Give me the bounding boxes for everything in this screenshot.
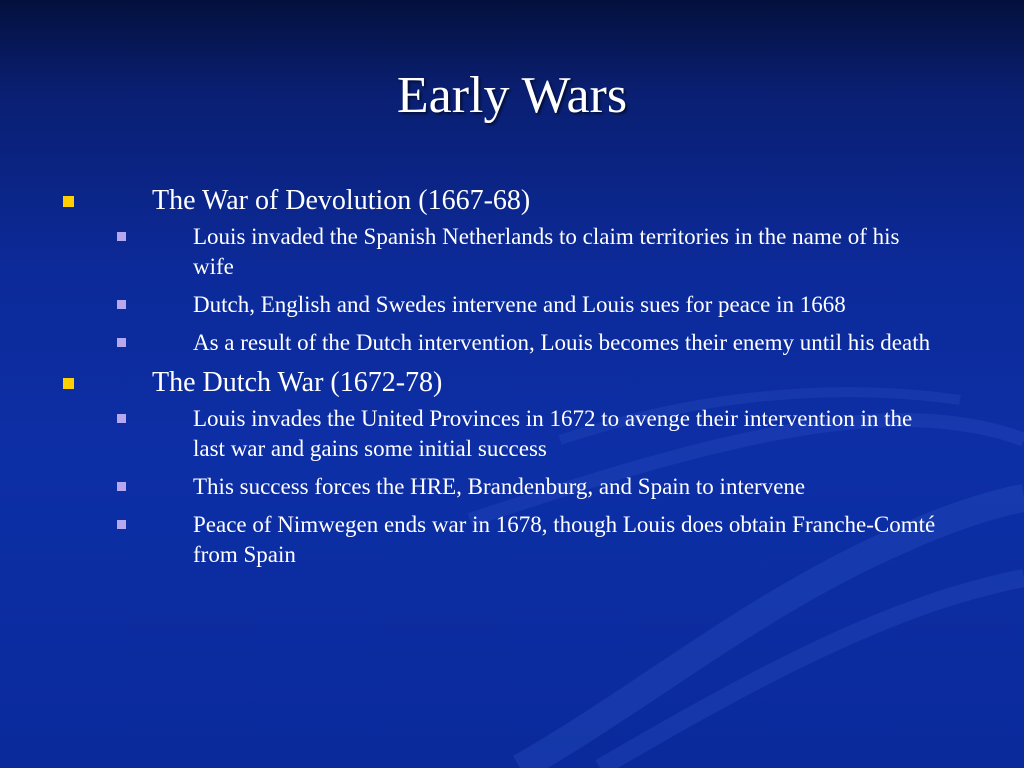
square-bullet-icon	[117, 414, 126, 423]
section-heading: The War of Devolution (1667-68)	[152, 185, 531, 216]
section-dutch-war	[0, 366, 1024, 570]
bullet-level2	[0, 404, 1024, 464]
square-bullet-icon	[117, 482, 126, 491]
square-bullet-icon	[117, 300, 126, 309]
section-heading: The Dutch War (1672-78)	[152, 367, 443, 398]
bullet-level1	[0, 184, 1024, 218]
square-bullet-icon	[63, 196, 74, 207]
bullet-level2	[0, 472, 1024, 502]
bullet-level2	[0, 290, 1024, 320]
bullet-text: Louis invades the United Provinces in 1672 to avenge their intervention in the last war and gains some initial success	[193, 406, 913, 461]
bullet-text: As a result of the Dutch intervention, Louis becomes their enemy until his death	[193, 330, 931, 355]
section-war-of-devolution	[0, 184, 1024, 358]
bullet-level2	[0, 222, 1024, 282]
bullet-level1	[0, 366, 1024, 400]
bullet-text: Peace of Nimwegen ends war in 1678, though Louis does obtain Franche-Comté from Spain	[193, 512, 936, 567]
bullet-text: This success forces the HRE, Brandenburg, and Spain to intervene	[193, 474, 806, 499]
bullet-level2	[0, 328, 1024, 358]
square-bullet-icon	[117, 232, 126, 241]
bullet-text: Dutch, English and Swedes intervene and Louis sues for peace in 1668	[193, 292, 846, 317]
slide-content	[0, 184, 1024, 578]
bullet-text: Louis invaded the Spanish Netherlands to claim territories in the name of his wife	[193, 224, 900, 279]
square-bullet-icon	[63, 378, 74, 389]
square-bullet-icon	[117, 338, 126, 347]
bullet-level2	[0, 510, 1024, 570]
slide-title: Early Wars	[396, 67, 628, 124]
square-bullet-icon	[117, 520, 126, 529]
